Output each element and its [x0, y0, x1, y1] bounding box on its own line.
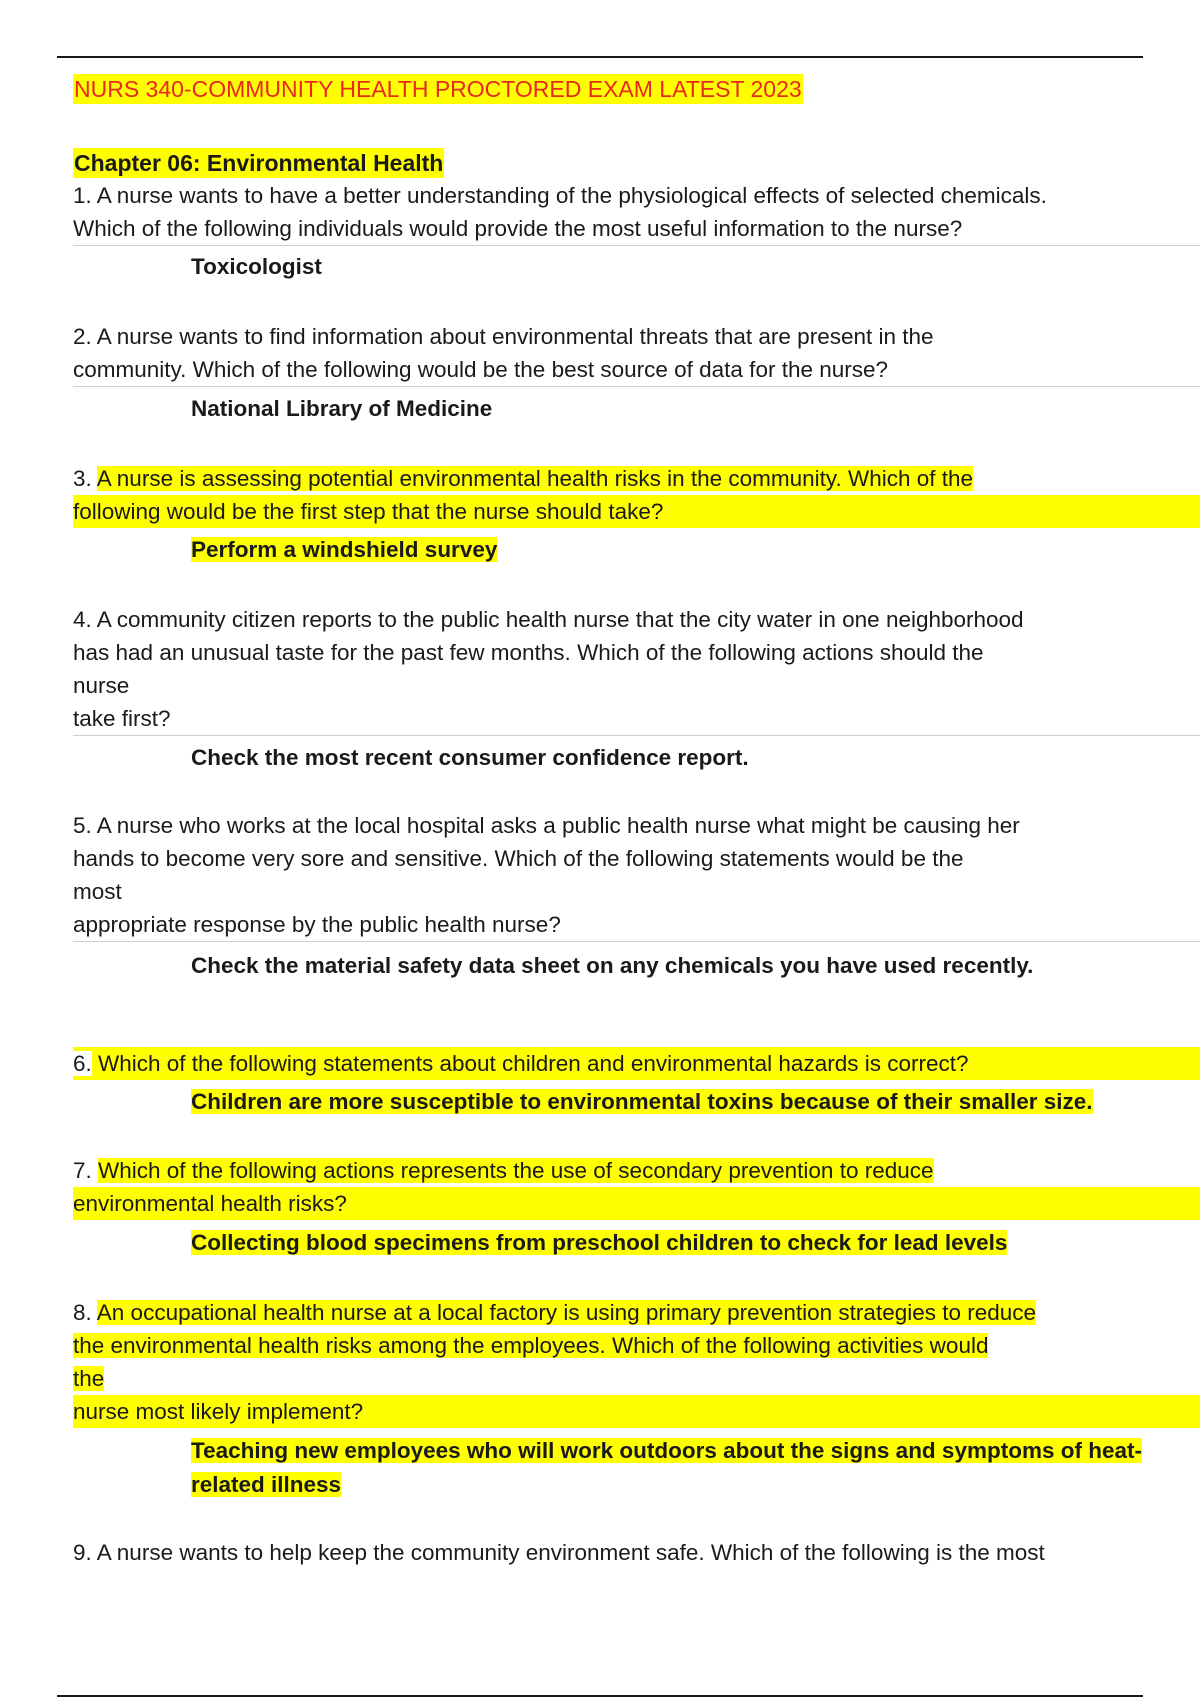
question-text-line: A community citizen reports to the public health nurse that the city water in one neighborhood	[96, 607, 1024, 632]
document-title: NURS 340-COMMUNITY HEALTH PROCTORED EXAM LATEST 2023	[74, 76, 802, 102]
answer-text: National Library of Medicine	[191, 396, 493, 421]
question-text-line: Which of the following individuals would provide the most useful information to the nurse?	[73, 216, 963, 241]
question-number: 3.	[73, 466, 92, 491]
answer-text: Check the material safety data sheet on any chemicals you have used recently.	[191, 953, 1034, 978]
chapter-heading: Chapter 06: Environmental Health	[74, 150, 444, 176]
question-number: 4.	[73, 607, 92, 632]
question-1	[73, 179, 1200, 246]
answer-4	[191, 741, 1200, 775]
bottom-rule	[57, 1695, 1143, 1697]
answer-1	[191, 250, 1200, 284]
answer-text: Teaching new employees who will work outdoors about the signs and symptoms of heat-	[191, 1438, 1142, 1463]
question-text-line: has had an unusual taste for the past few months. Which of the following actions should the	[73, 640, 984, 665]
answer-3	[191, 533, 1200, 567]
question-text-line: A nurse wants to find information about environmental threats that are present in the	[96, 324, 934, 349]
question-text-line: A nurse is assessing potential environmental health risks in the community. Which of the	[96, 466, 974, 491]
question-number: 7.	[73, 1158, 92, 1183]
question-text-line: A nurse wants to have a better understanding of the physiological effects of selected chemicals.	[96, 183, 1047, 208]
question-text-line: Which of the following actions represents the use of secondary prevention to reduce	[98, 1158, 934, 1183]
question-number: 2.	[73, 324, 92, 349]
question-text-line: Which of the following statements about children and environmental hazards is correct?	[98, 1051, 969, 1076]
answer-6	[191, 1085, 1200, 1119]
question-text-line: the environmental health risks among the employees. Which of the following activities would	[73, 1333, 989, 1358]
question-8	[73, 1296, 1200, 1428]
question-text-line: appropriate response by the public health nurse?	[73, 912, 561, 937]
answer-8	[191, 1434, 1200, 1502]
answer-5	[191, 949, 1200, 983]
answer-7	[191, 1226, 1200, 1260]
question-5	[73, 809, 1200, 942]
question-text-line: take first?	[73, 706, 171, 731]
answer-text: related illness	[191, 1472, 342, 1497]
question-text-line: nurse	[73, 673, 130, 698]
question-number: 8.	[73, 1300, 92, 1325]
top-rule	[57, 56, 1143, 58]
question-3	[73, 462, 1200, 528]
question-text-line: A nurse wants to help keep the community environment safe. Which of the following is the most	[96, 1540, 1045, 1565]
question-7	[73, 1154, 1200, 1220]
question-text-line: environmental health risks?	[73, 1191, 347, 1216]
question-number: 9.	[73, 1540, 92, 1565]
question-number: 5.	[73, 813, 92, 838]
question-text-line: A nurse who works at the local hospital asks a public health nurse what might be causing her	[96, 813, 1020, 838]
question-number: 6.	[73, 1051, 92, 1076]
question-9	[73, 1536, 1200, 1569]
answer-text: Perform a windshield survey	[191, 537, 498, 562]
answer-2	[191, 392, 1200, 426]
question-4	[73, 603, 1200, 736]
question-text-line: community. Which of the following would be the best source of data for the nurse?	[73, 357, 889, 382]
question-number: 1.	[73, 183, 92, 208]
question-text-line: hands to become very sore and sensitive. Which of the following statements would be the	[73, 846, 964, 871]
question-text-line: An occupational health nurse at a local factory is using primary prevention strategies to reduce	[96, 1300, 1037, 1325]
answer-text: Toxicologist	[191, 254, 322, 279]
answer-text: Check the most recent consumer confidence report.	[191, 745, 749, 770]
question-6	[73, 1047, 1200, 1080]
question-text-line: following would be the first step that the nurse should take?	[73, 499, 664, 524]
question-text-line: the	[73, 1366, 105, 1391]
question-2	[73, 320, 1200, 387]
answer-text: Children are more susceptible to environmental toxins because of their smaller size.	[191, 1089, 1093, 1114]
question-text-line: most	[73, 879, 122, 904]
answer-text: Collecting blood specimens from preschool children to check for lead levels	[191, 1230, 1008, 1255]
question-text-line: nurse most likely implement?	[73, 1399, 364, 1424]
